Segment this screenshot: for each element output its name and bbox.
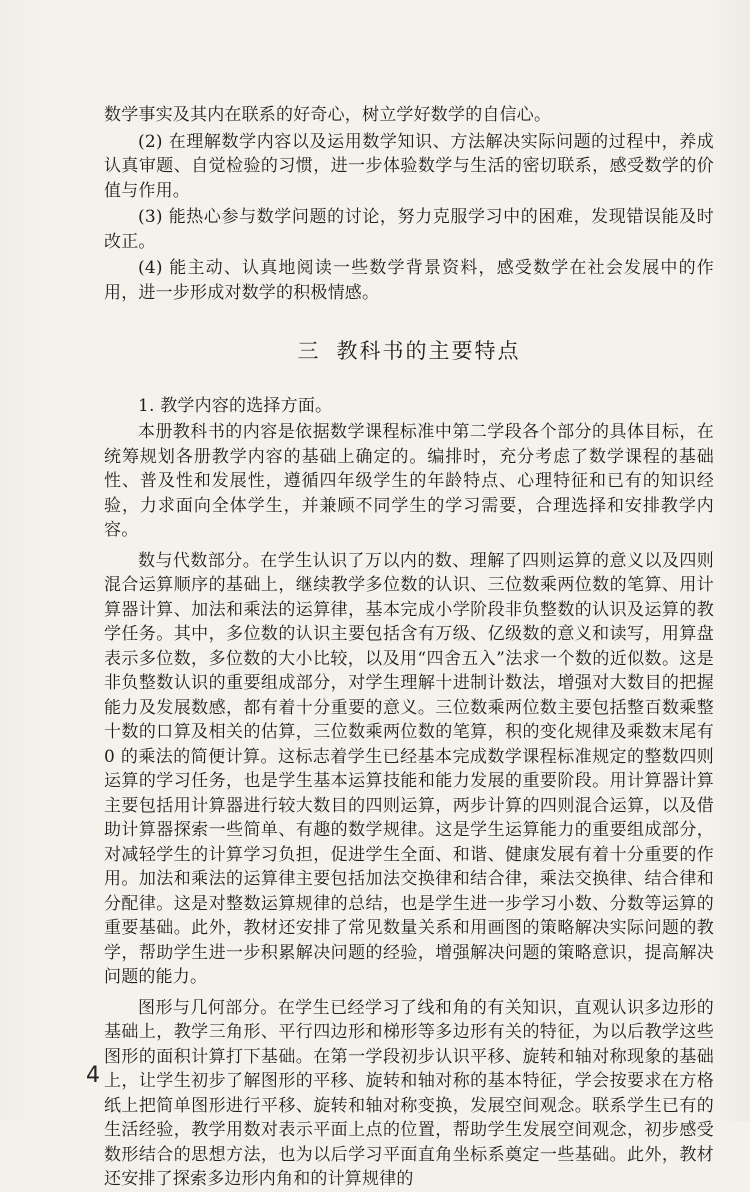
section-heading — [104, 339, 714, 364]
paragraph-item-3: (3) 能热心参与数学问题的讨论，努力克服学习中的困难，发现错误能及时改正。 — [104, 207, 714, 252]
section-number: 三 — [297, 339, 321, 363]
page-content — [104, 103, 714, 1192]
subheading: 1. 教学内容的选择方面。 — [138, 395, 333, 416]
page-number: 4 — [86, 1063, 100, 1088]
paragraph-number-algebra: 数与代数部分。在学生认识了万以内的数、理解了四则运算的意义以及四则混合运算顺序的基础上，继续教学多位数的认识、三位数乘两位数的笔算、用计算器计算、加法和乘法的运算律，基本完成小学阶段非负整数的认识及运算的教学任务。其中，多位数的认识主要包括含有万级、亿级数的意义和读写，用算盘表示多位数，多位数的大小比较，以及用“四舍五入”法求一个数的近似数。这是非负整数认识的重要组成部分，对学生理解十进制计数法，增强对大数目的把握能力及发展数感，都有着十分重要的意义。三位数乘两位数主要包括整百数乘整十数的口算及相关的估算，三位数乘两位数的笔算，积的变化规律及乘数末尾有 0 的乘法的简便计算。这标志着学生已经基本完成数学课程标准规定的整数四则运算的学习任务，也是学生基本运算技能和能力发展的重要阶段。用计算器计算主要包括用计算器进行较大数目的四则运算，两步计算的四则混合运算，以及借助计算器探索一些简单、有趣的数学规律。这是学生运算能力的重要组成部分，对减轻学生的计算学习负担，促进学生全面、和谐、健康发展有着十分重要的作用。加法和乘法的运算律主要包括加法交换律和结合律，乘法交换律、结合律和分配律。这是对整数运算规律的总结，也是学生进一步学习小数、分数等运算的重要基础。此外，教材还安排了常见数量关系和用画图的策略解决实际问题的教学，帮助学生进一步积累解决问题的经验，增强解决问题的策略意识，提高解决问题的能力。 — [104, 550, 714, 987]
paragraph-intro: 本册教科书的内容是依据数学课程标准中第二学段各个部分的具体目标，在统筹规划各册教学内容的基础上确定的。编排时，充分考虑了数学课程的基础性、普及性和发展性，遵循四年级学生的年龄特点、心理特征和已有的知识经验，力求面向全体学生，并兼顾不同学生的学习需要，合理选择和安排教学内容。 — [104, 422, 714, 540]
paragraph-item-4: (4) 能主动、认真地阅读一些数学背景资料，感受数学在社会发展中的作用，进一步形成对数学的积极情感。 — [104, 258, 714, 303]
paragraph-geometry: 图形与几何部分。在学生已经学习了线和角的有关知识，直观认识多边形的基础上，教学三角形、平行四边形和梯形等多边形有关的特征，为以后教学这些图形的面积计算打下基础。在第一学段初步认识平移、旋转和轴对称现象的基础上，让学生初步了解图形的平移、旋转和轴对称的基本特征，学会按要求在方格纸上把简单图形进行平移、旋转和轴对称变换，发展空间观念。联系学生已有的生活经验，教学用数对表示平面上点的位置，帮助学生发展空间观念，初步感受数形结合的思想方法，也为以后学习平面直角坐标系奠定一些基础。此外，教材还安排了探索多边形内角和的计算规律的 — [104, 997, 714, 1189]
paragraph-continued: 数学事实及其内在联系的好奇心，树立学好数学的自信心。 — [104, 105, 552, 125]
section-title: 教科书的主要特点 — [336, 339, 521, 363]
paragraph-item-2: (2) 在理解数学内容以及运用数学知识、方法解决实际问题的过程中，养成认真审题、自觉检验的习惯，进一步体验数学与生活的密切联系，感受数学的价值与作用。 — [104, 131, 714, 201]
